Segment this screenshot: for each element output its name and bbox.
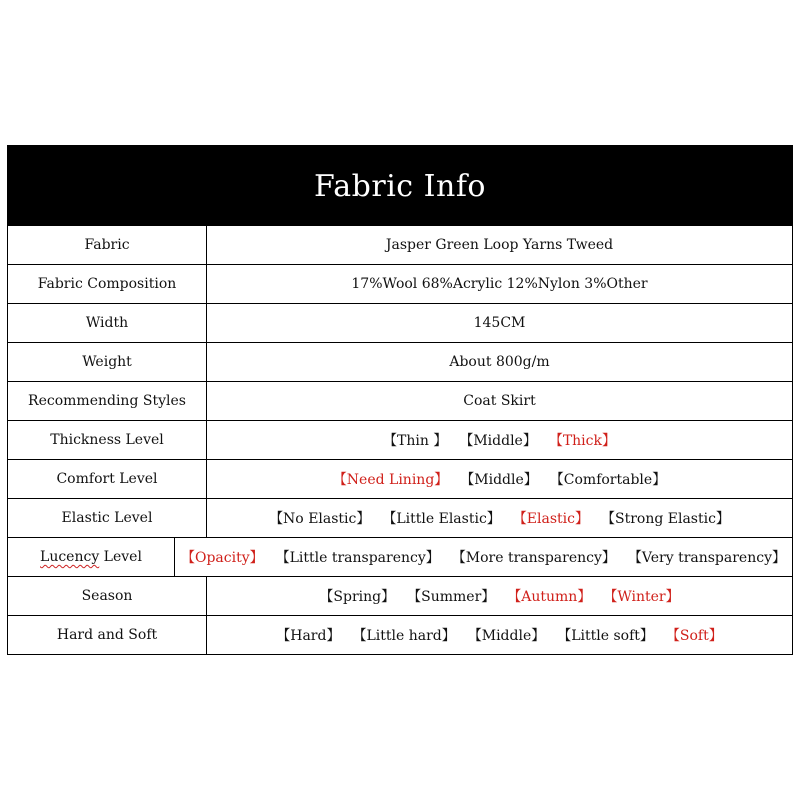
row-value: Jasper Green Loop Yarns Tweed <box>385 237 614 253</box>
row-label: Width <box>8 304 207 342</box>
option-selected: 【Need Lining】 <box>332 472 449 488</box>
row-value: Coat Skirt <box>463 393 536 409</box>
option-list <box>207 499 792 537</box>
row-label: Fabric <box>8 226 207 264</box>
option-list <box>207 577 792 615</box>
option: 【Middle】 <box>459 433 537 449</box>
option: 【Middle】 <box>467 628 546 644</box>
table-row-fabric <box>8 226 792 264</box>
option-selected: 【Autumn】 <box>507 589 592 605</box>
option: 【Summer】 <box>407 589 496 605</box>
option-list <box>207 460 792 498</box>
option-selected: 【Thick】 <box>548 433 616 449</box>
row-label: Thickness Level <box>8 421 207 459</box>
table-row-thickness-level <box>8 420 792 459</box>
option: 【More transparency】 <box>451 550 616 566</box>
option: 【Middle】 <box>460 472 538 488</box>
fabric-info-table <box>7 145 793 655</box>
option-list <box>207 616 792 654</box>
table-row-comfort-level <box>8 459 792 498</box>
option-list <box>207 421 792 459</box>
option: 【Very transparency】 <box>627 550 786 566</box>
table-row-width <box>8 303 792 342</box>
option: 【Hard】 <box>276 628 341 644</box>
table-row-hard-and-soft <box>8 615 792 654</box>
row-label: Comfort Level <box>8 460 207 498</box>
option-selected: 【Elastic】 <box>512 511 589 527</box>
row-label: Hard and Soft <box>8 616 207 654</box>
row-value: About 800g/m <box>449 354 550 370</box>
option: 【Little hard】 <box>352 628 456 644</box>
option: 【No Elastic】 <box>269 511 371 527</box>
row-label: Elastic Level <box>8 499 207 537</box>
row-value: 17%Wool 68%Acrylic 12%Nylon 3%Other <box>351 276 648 292</box>
table-row-elastic-level <box>8 498 792 537</box>
table-row-weight <box>8 342 792 381</box>
option-selected: 【Opacity】 <box>180 550 264 566</box>
option: 【Strong Elastic】 <box>600 511 730 527</box>
option: 【Little soft】 <box>557 628 654 644</box>
row-label: Fabric Composition <box>8 265 207 303</box>
option: 【Thin 】 <box>383 433 448 449</box>
table-row-fabric-composition <box>8 264 792 303</box>
row-label: Season <box>8 577 207 615</box>
row-label: Recommending Styles <box>8 382 207 420</box>
option: 【Spring】 <box>319 589 396 605</box>
option-selected: 【Soft】 <box>665 628 723 644</box>
row-label-rest: Level <box>99 549 142 565</box>
option-list <box>175 538 792 576</box>
option: 【Little transparency】 <box>275 550 440 566</box>
table-title: Fabric Info <box>8 146 792 226</box>
row-label <box>8 538 175 576</box>
row-value: 145CM <box>473 315 526 331</box>
row-label: Weight <box>8 343 207 381</box>
option-selected: 【Winter】 <box>603 589 680 605</box>
table-row-season <box>8 576 792 615</box>
table-row-recommending-styles <box>8 381 792 420</box>
option: 【Comfortable】 <box>549 472 667 488</box>
table-row-lucency-level <box>8 537 792 576</box>
option: 【Little Elastic】 <box>382 511 501 527</box>
spellcheck-flagged-word: Lucency <box>40 549 100 565</box>
